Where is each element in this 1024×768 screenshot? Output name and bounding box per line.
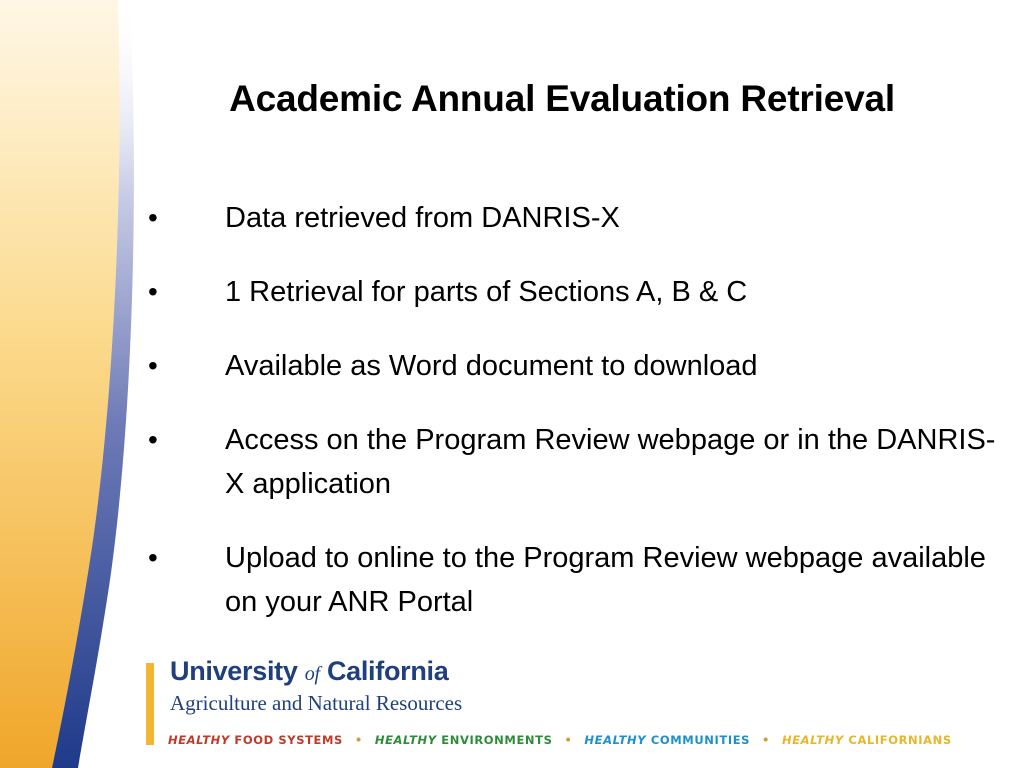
bullet-text: 1 Retrieval for parts of Sections A, B & C <box>225 276 748 308</box>
bullet-icon: • <box>148 350 158 381</box>
bullet-icon: • <box>148 202 158 233</box>
tagline-environments: HEALTHY ENVIRONMENTS <box>374 733 553 747</box>
uc-logo-wordmark <box>170 656 448 687</box>
bullet-text: Available as Word document to download <box>225 350 758 382</box>
bullet-icon: • <box>148 276 158 307</box>
decorative-left-swoosh <box>0 0 140 768</box>
bullet-text: Access on the Program Review webpage or in the DANRIS-X application <box>225 424 996 500</box>
list-item <box>140 270 1000 314</box>
footer-gold-bar <box>146 663 154 745</box>
slide-title: Academic Annual Evaluation Retrieval <box>229 78 895 119</box>
tagline-communities: HEALTHY COMMUNITIES <box>584 733 751 747</box>
bullet-text: Upload to online to the Program Review webpage available on your ANR Portal <box>225 542 986 618</box>
logo-university: University <box>170 656 298 686</box>
gold-band <box>0 0 120 768</box>
list-item <box>140 418 1000 506</box>
logo-california: California <box>326 656 449 686</box>
list-item <box>140 344 1000 388</box>
bullet-list <box>140 196 1000 654</box>
bullet-text: Data retrieved from DANRIS-X <box>225 202 620 234</box>
footer-tagline <box>168 733 952 747</box>
separator-dot-icon: • <box>354 733 363 747</box>
bullet-icon: • <box>148 424 158 455</box>
separator-dot-icon: • <box>564 733 573 747</box>
logo-subtitle: Agriculture and Natural Resources <box>170 691 463 715</box>
tagline-food-systems: HEALTHY FOOD SYSTEMS <box>168 733 343 747</box>
logo-of: of <box>304 663 320 685</box>
list-item <box>140 536 1000 624</box>
bullet-icon: • <box>148 542 158 573</box>
list-item <box>140 196 1000 240</box>
tagline-californians: HEALTHY CALIFORNIANS <box>782 733 952 747</box>
separator-dot-icon: • <box>762 733 770 747</box>
